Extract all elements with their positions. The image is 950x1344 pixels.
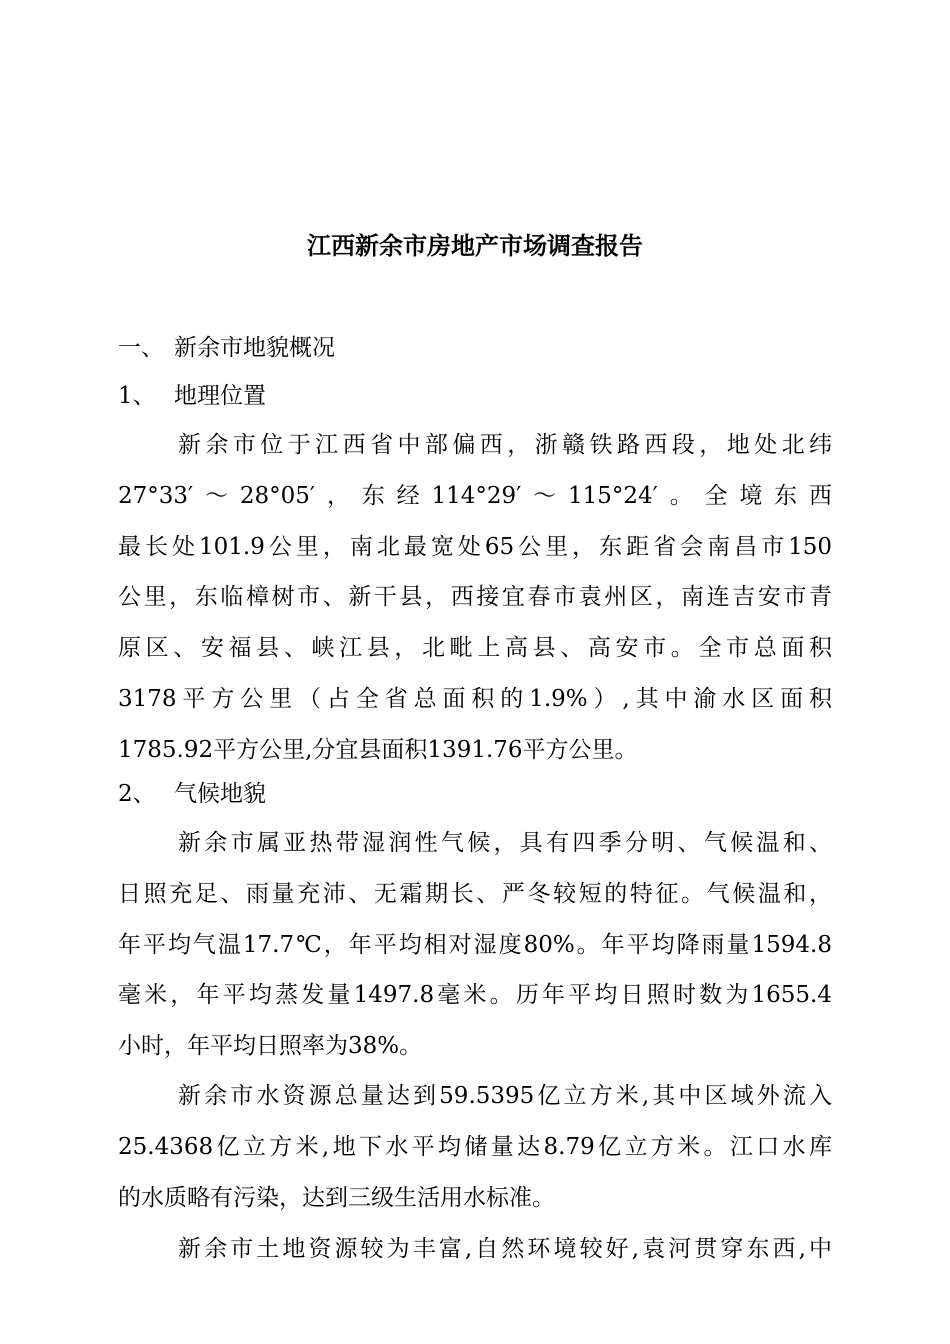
paragraph-location	[118, 420, 832, 776]
paragraph-line: 公里，东临樟树市、新干县，西接宜春市袁州区，南连吉安市青	[118, 584, 832, 611]
paragraph-line: 新余市属亚热带湿润性气候，具有四季分明、气候温和、	[178, 830, 832, 856]
paragraph-line: 新余市位于江西省中部偏西，浙赣铁路西段，地处北纬	[178, 432, 832, 458]
subsection-number: 2、	[118, 781, 156, 807]
paragraph-line: 最长处101.9公里，南北最宽处65公里，东距省会南昌市150	[118, 533, 832, 560]
section-heading-1	[118, 328, 335, 368]
paragraph-line: 3178平方公里（占全省总面积的1.9%）,其中渝水区面积	[118, 685, 832, 712]
section-number: 一、	[118, 335, 164, 361]
paragraph-line: 新余市土地资源较为丰富,自然环境较好,袁河贯穿东西,中	[178, 1236, 832, 1262]
paragraph-line: 日照充足、雨量充沛、无霜期长、严冬较短的特征。气候温和，	[118, 880, 832, 907]
document-title: 江西新余市房地产市场调查报告	[307, 231, 643, 260]
paragraph-line: 的水质略有污染，达到三级生活用水标准。	[118, 1184, 555, 1211]
paragraph-line: 毫米，年平均蒸发量1497.8毫米。历年平均日照时数为1655.4	[118, 982, 832, 1009]
paragraph-line: 年平均气温17.7℃，年平均相对湿度80%。年平均降雨量1594.8	[118, 931, 832, 958]
subsection-title: 气候地貌	[174, 781, 266, 807]
subsection-heading-1	[118, 376, 266, 416]
paragraph-water	[118, 1071, 832, 1223]
subsection-title: 地理位置	[174, 383, 266, 409]
paragraph-line: 小时，年平均日照率为38%。	[118, 1033, 423, 1060]
paragraph-line: 新余市水资源总量达到59.5395亿立方米,其中区域外流入	[178, 1083, 832, 1109]
paragraph-line: 27°33′～28°05′，东经114°29′～115°24′。全境东西	[118, 482, 832, 509]
paragraph-climate	[118, 818, 832, 1072]
subsection-heading-2	[118, 774, 266, 814]
paragraph-line: 原区、安福县、峡江县，北毗上高县、高安市。全市总面积	[118, 635, 832, 662]
paragraph-line: 1785.92平方公里,分宜县面积1391.76平方公里。	[118, 736, 638, 763]
subsection-number: 1、	[118, 383, 156, 409]
paragraph-land	[118, 1224, 832, 1275]
section-title: 新余市地貌概况	[174, 335, 335, 361]
paragraph-line: 25.4368亿立方米,地下水平均储量达8.79亿立方米。江口水库	[118, 1133, 832, 1160]
